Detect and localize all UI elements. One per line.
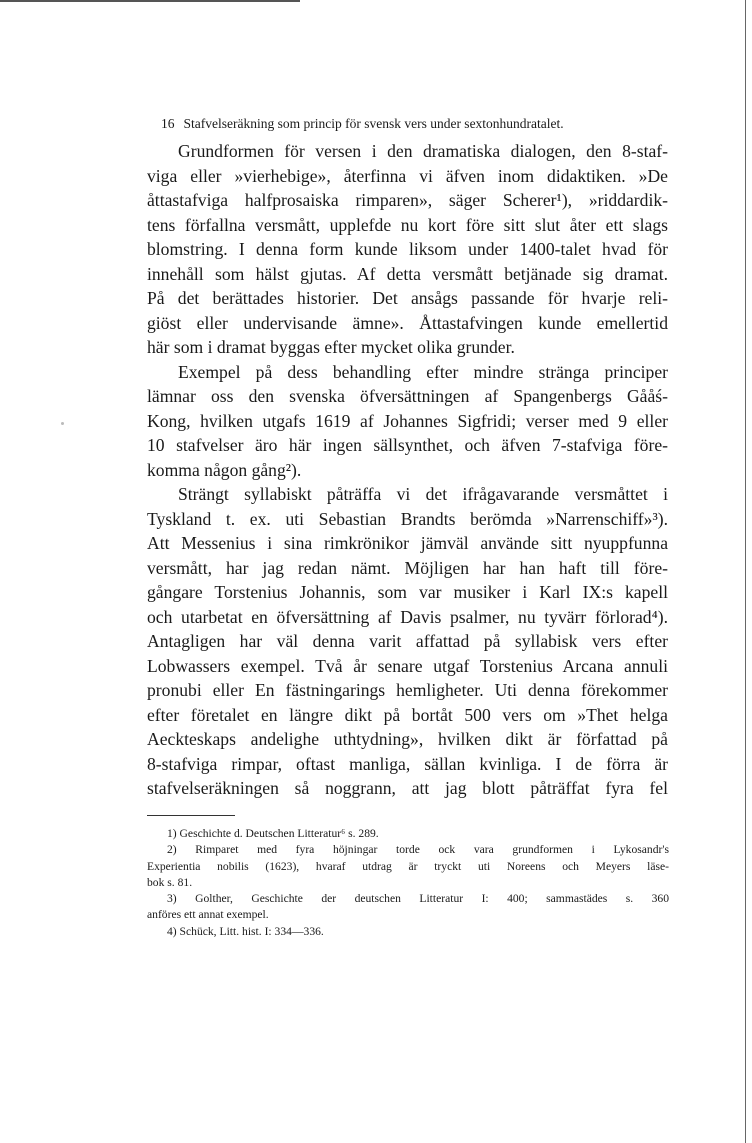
text-line: gångare Torstenius Johannis, som var musiker i Karl IX:s kapell <box>147 582 668 602</box>
text-line: Antagligen har väl denna varit affattad på syllabisk vers efter <box>147 631 668 651</box>
text-line: Grundformen för versen i den dramatiska dialogen, den 8-staf- <box>178 141 668 161</box>
text-line: Strängt syllabiskt påträffa vi det ifrågavarande versmåttet i <box>178 484 668 504</box>
text-line: Lobwassers exempel. Två år senare utgaf Torstenius Arcana annuli <box>147 655 668 676</box>
footnote-line: bok s. 81. <box>147 875 193 889</box>
footnote-line: 4) Schück, Litt. hist. I: 334—336. <box>167 924 324 938</box>
text-line: och utarbetat en öfversättning af Davis psalmer, nu tyvärr förlorad⁴). <box>147 606 668 627</box>
footnote-line: 2) Rimparet med fyra höjningar torde ock vara grundformen i Lykosandr's <box>167 843 669 857</box>
footnote-line: 3) Golther, Geschichte der deutschen Litteratur I: 400; sammastädes s. 360 <box>167 892 669 906</box>
footnote-line: 1) Geschichte d. Deutschen Litteratur⁶ s. 289. <box>167 827 379 840</box>
text-line: åttastafviga halfprosaiska rimparen», säger Scherer¹), »riddardik- <box>147 190 668 210</box>
footnotes <box>147 826 669 940</box>
running-title: Stafvelseräkning som princip för svensk vers under sextonhundratalet. <box>183 116 564 131</box>
running-header <box>161 116 681 132</box>
text-line: 8-stafviga rimpar, oftast manliga, sällan kvinliga. I de förra är <box>147 753 668 774</box>
text-line: pronubi eller En fästningarings hemligheter. Uti denna förekommer <box>147 680 668 700</box>
footnote-line: anföres ett annat exempel. <box>147 908 269 922</box>
text-line: tens förfallna versmått, upplefde nu kort före sitt slut åter ett slags <box>147 214 668 235</box>
text-line: innehåll som hälst gjutas. Af detta versmått betjänade sig dramat. <box>147 263 668 284</box>
text-line: här som i dramat byggas efter mycket olika grunder. <box>147 337 515 357</box>
page-number: 16 <box>161 116 175 131</box>
footnote-line: Experientia nobilis (1623), hvaraf utdrag är tryckt uti Noreens och Meyers läse- <box>147 859 669 873</box>
text-line: viga eller »vierhebige», återfinna vi äfven inom didaktiken. »De <box>147 165 668 186</box>
text-line: versmått, har jag redan nämt. Möjligen har han haft till före- <box>147 557 668 578</box>
page-edge-top <box>0 0 300 2</box>
text-line: 10 stafvelser äro här ingen sällsynthet, och äfven 7-stafviga före- <box>147 435 668 455</box>
footnote-separator <box>147 815 235 816</box>
text-line: Aeckteskaps andelighe uthtydning», hvilken dikt är författad på <box>147 729 668 749</box>
text-line: blomstring. I denna form kunde liksom under 1400-talet hvad för <box>147 239 668 259</box>
main-text <box>147 139 668 801</box>
text-line: stafvelseräkningen så noggrann, att jag blott påträffat fyra fel <box>147 778 668 798</box>
text-line: lämnar oss den svenska öfversättningen af Spangenbergs Gååś- <box>147 386 668 406</box>
text-line: giöst eller undervisande ämne». Åttastafvingen kunde emellertid <box>147 312 668 333</box>
text-line: Tyskland t. ex. uti Sebastian Brandts berömda »Narrenschiff»³). <box>147 508 668 529</box>
text-line: Att Messenius i sina rimkrönikor jämväl använde sitt nyuppfunna <box>147 533 668 553</box>
text-line: Kong, hvilken utgafs 1619 af Johannes Sigfridi; verser med 9 eller <box>147 410 668 431</box>
text-line: efter företalet en längre dikt på bortåt 500 vers om »Thet helga <box>147 704 668 725</box>
text-line: På det berättades historier. Det ansågs passande för hvarje reli- <box>147 288 668 308</box>
page-edge-right <box>745 0 746 1143</box>
margin-speck <box>61 422 64 425</box>
text-line: komma någon gång²). <box>147 459 302 480</box>
text-line: Exempel på dess behandling efter mindre stränga principer <box>178 361 668 382</box>
